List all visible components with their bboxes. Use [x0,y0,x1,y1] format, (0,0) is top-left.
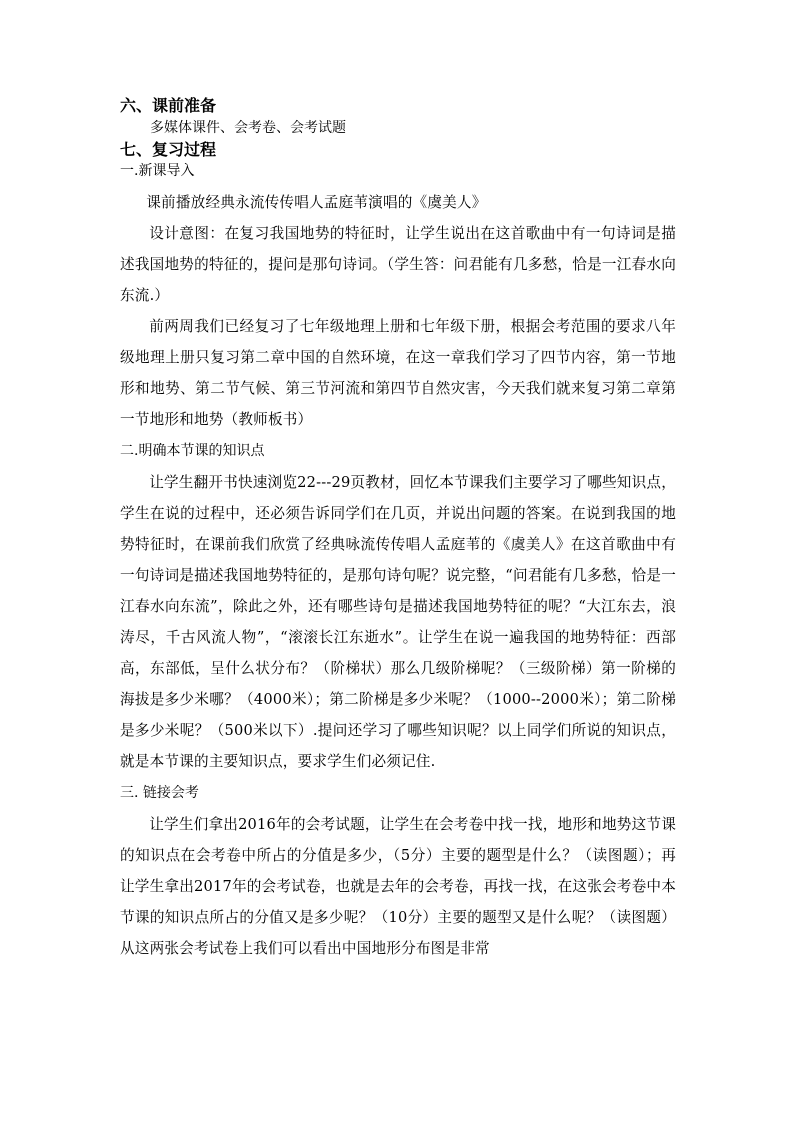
part-1-paragraph-1: 课前播放经典永流传传唱人孟庭苇演唱的《虞美人》 [146,194,487,211]
part-1-title: 一.新课导入 [120,163,195,179]
section-7-heading: 七、复习过程 [120,140,217,159]
part-3-paragraph-1: 让学生们拿出2016年的会考试题，让学生在会考卷中找一找，地形和地势这节课的知识点在会考卷中所占的分值是多少，（5分）主要的题型是什么？（读图题）；再让学生拿出2017年的会考试卷，也就是去年的会考卷，再找一找，在这张会考卷中本节课的知识点所占的分值又是多少呢？（10分）主要的题型又是什么呢？（读图题）从这两张会考试卷上我们可以看出中国地形分布图是非常 [120,816,676,957]
part-1-paragraph-2: 设计意图：在复习我国地势的特征时，让学生说出在这首歌曲中有一句诗词是描述我国地势的特征的，提问是那句诗词。（学生答：问君能有几多愁，恰是一江春水向东流.） [120,225,676,304]
part-2-paragraph-1: 让学生翻开书快速浏览22---29页教材，回忆本节课我们主要学习了哪些知识点，学生在说的过程中，还必须告诉同学们在几页，并说出问题的答案。在说到我国的地势特征时，在课前我们欣赏了经典咏流传传唱人孟庭苇的《虞美人》在这首歌曲中有一句诗词是描述我国地势特征的，是那句诗句呢？说完整，“问君能有几多愁，恰是一江春水向东流”，除此之外，还有哪些诗句是描述我国地势特征的呢？“大江东去，浪涛尽，千古风流人物”，“滚滚长江东逝水”。让学生在说一遍我国的地势特征：西部高，东部低，呈什么状分布？（阶梯状）那么几级阶梯呢？（三级阶梯）第一阶梯的海拔是多少米哪？（4000米）；第二阶梯是多少米呢？（1000--2000米）；第二阶梯是多少米呢？（500米以下）.提问还学习了哪些知识呢？以上同学们所说的知识点，就是本节课的主要知识点，要求学生们必须记住. [120,474,676,770]
part-1-paragraph-3: 前两周我们已经复习了七年级地理上册和七年级下册，根据会考范围的要求八年级地理上册只复习第二章中国的自然环境，在这一章我们学习了四节内容，第一节地形和地势、第二节气候、第三节河流和第四节自然灾害，今天我们就来复习第二章第一节地形和地势（教师板书） [120,318,676,428]
part-2-title: 二.明确本节课的知识点 [120,443,265,459]
document-page [120,95,676,964]
section-6-content: 多媒体课件、会考卷、会考试题 [150,120,346,136]
section-6-heading: 六、课前准备 [120,96,217,115]
part-3-title: 三. 链接会考 [120,785,199,801]
